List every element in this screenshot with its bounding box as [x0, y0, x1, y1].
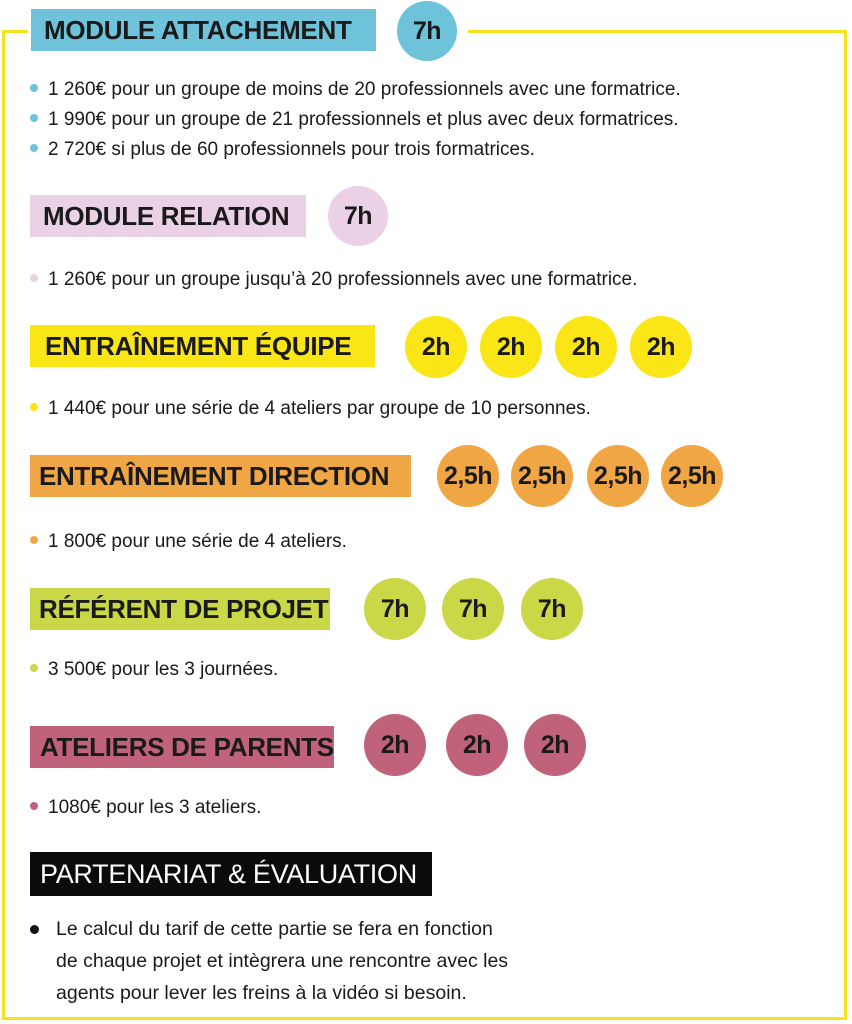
- bullet-dot-icon: [30, 144, 38, 152]
- bullet-dot-icon: [30, 114, 38, 122]
- price-bullet: 2 720€ si plus de 60 professionnels pour trois formatrices.: [30, 136, 535, 164]
- price-bullet: 3 500€ pour les 3 journées.: [30, 656, 278, 684]
- duration-badge: 2,5h: [661, 445, 723, 507]
- duration-badge: 7h: [397, 1, 457, 61]
- duration-badge: 2h: [446, 714, 508, 776]
- price-bullet: 1 260€ pour un groupe de moins de 20 professionnels avec une formatrice.: [30, 76, 681, 104]
- price-bullet: 1 440€ pour une série de 4 ateliers par groupe de 10 personnes.: [30, 395, 591, 423]
- duration-badge: 7h: [328, 186, 388, 246]
- duration-badge: 2h: [524, 714, 586, 776]
- duration-badge: 7h: [442, 578, 504, 640]
- duration-badge: 2h: [480, 316, 542, 378]
- bullet-dot-icon: [30, 274, 38, 282]
- section-title: MODULE RELATION: [30, 195, 306, 237]
- duration-badge: 2,5h: [587, 445, 649, 507]
- duration-badge: 2h: [555, 316, 617, 378]
- duration-badge: 7h: [364, 578, 426, 640]
- section-title: PARTENARIAT & ÉVALUATION: [30, 852, 432, 896]
- bullet-dot-icon: [30, 536, 38, 544]
- duration-badge: 2,5h: [437, 445, 499, 507]
- price-bullet: 1 260€ pour un groupe jusqu’à 20 professionnels avec une formatrice.: [30, 266, 637, 294]
- duration-badge: 2h: [630, 316, 692, 378]
- section-title: ENTRAÎNEMENT ÉQUIPE: [30, 325, 375, 367]
- price-bullet: 1 800€ pour une série de 4 ateliers.: [30, 528, 347, 556]
- duration-badge: 2h: [405, 316, 467, 378]
- description-paragraph: Le calcul du tarif de cette partie se fera en fonction de chaque projet et intègrera une rencontre avec les agents pour lever les freins à la vidéo si besoin.: [30, 913, 620, 1009]
- duration-badge: 2h: [364, 714, 426, 776]
- section-title: RÉFÉRENT DE PROJET: [30, 588, 330, 630]
- bullet-dot-icon: [30, 802, 38, 810]
- section-title: MODULE ATTACHEMENT: [31, 9, 376, 51]
- section-attachement-header: [0, 3, 852, 59]
- price-bullet: 1 990€ pour un groupe de 21 professionnels et plus avec deux formatrices.: [30, 106, 679, 134]
- duration-badge: 7h: [521, 578, 583, 640]
- section-title: ENTRAÎNEMENT DIRECTION: [30, 455, 411, 497]
- bullet-dot-icon: [30, 925, 39, 934]
- bullet-dot-icon: [30, 403, 38, 411]
- bullet-dot-icon: [30, 84, 38, 92]
- bullet-dot-icon: [30, 664, 38, 672]
- section-title: ATELIERS DE PARENTS: [30, 726, 334, 768]
- duration-badge: 2,5h: [511, 445, 573, 507]
- price-bullet: 1080€ pour les 3 ateliers.: [30, 794, 261, 822]
